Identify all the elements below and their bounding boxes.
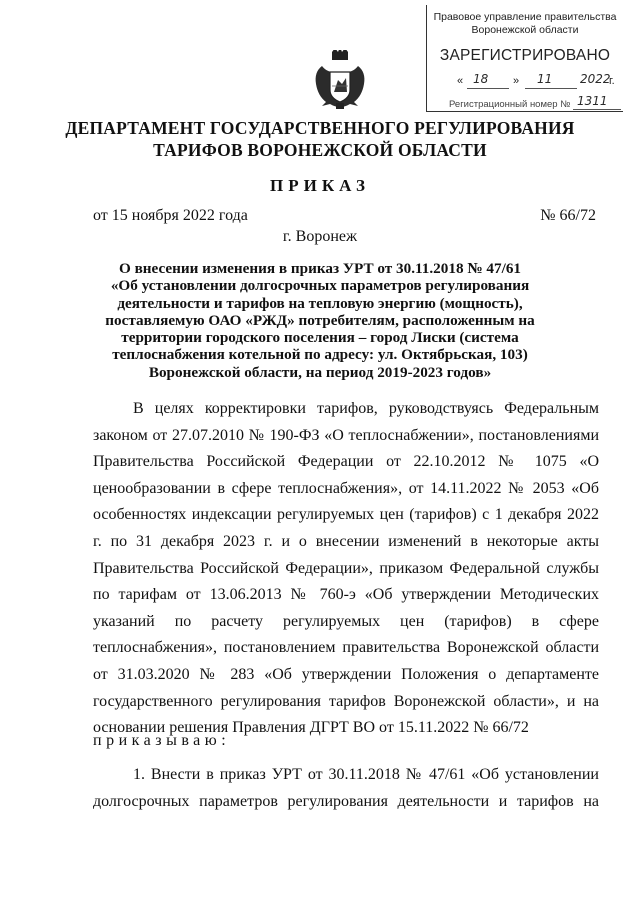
subject-line: поставляемую ОАО «РЖД» потребителям, расположенным на bbox=[105, 311, 535, 329]
document-type: ПРИКАЗ bbox=[270, 176, 370, 195]
department-name-line1: ДЕПАРТАМЕНТ ГОСУДАРСТВЕННОГО РЕГУЛИРОВАНИЯ bbox=[65, 118, 575, 138]
stamp-org-line1: Правовое управление правительства bbox=[433, 11, 617, 23]
stamp-org-line2: Воронежской области bbox=[471, 24, 579, 36]
stamp-year-suffix: г. bbox=[609, 75, 615, 87]
stamp-month: 11 bbox=[537, 72, 553, 86]
stamp-quote-open: « bbox=[457, 75, 464, 87]
document-number: № 66/72 bbox=[540, 207, 596, 224]
document-city: г. Воронеж bbox=[282, 228, 358, 245]
voronezh-coat-of-arms-icon bbox=[312, 50, 368, 112]
subject-line: территории городского поселения – город Лиски (система bbox=[121, 329, 519, 347]
subject-line: О внесении изменения в приказ УРТ от 30.11.2018 № 47/61 bbox=[118, 260, 522, 277]
document-date: от 15 ноября 2022 года bbox=[93, 207, 248, 224]
stamp-month-underline bbox=[525, 88, 577, 89]
subject-line: «Об установлении долгосрочных параметров регулирования bbox=[110, 277, 530, 295]
department-name-line2: ТАРИФОВ ВОРОНЕЖСКОЙ ОБЛАСТИ bbox=[153, 140, 487, 160]
subject-line: деятельности и тарифов на тепловую энергию (мощность), bbox=[117, 294, 523, 312]
subject-line: теплоснабжения котельной по адресу: ул. Октябрьская, 103) bbox=[112, 346, 528, 364]
stamp-day: 18 bbox=[473, 72, 489, 86]
document-subject bbox=[100, 260, 540, 381]
order-word: приказываю: bbox=[93, 732, 231, 749]
subject-line: Воронежской области, на период 2019-2023 годов» bbox=[148, 363, 492, 381]
stamp-reg-number: 1311 bbox=[577, 94, 608, 108]
stamp-reg-underline bbox=[573, 109, 621, 110]
order-item-1-line1: 1. Внести в приказ УРТ от 30.11.2018 № 47/61 «Об установлении bbox=[133, 766, 599, 783]
stamp-title: ЗАРЕГИСТРИРОВАНО bbox=[439, 47, 611, 64]
order-item-1-line2: долгосрочных параметров регулирования деятельности и тарифов на bbox=[93, 792, 599, 810]
stamp-year: 2022 bbox=[580, 72, 611, 86]
stamp-quote-close: » bbox=[513, 75, 520, 87]
stamp-reg-label: Регистрационный номер № bbox=[449, 99, 571, 110]
stamp-day-underline bbox=[467, 88, 509, 89]
order-item-1 bbox=[93, 762, 599, 815]
preamble-paragraph: В целях корректировки тарифов, руководствуясь Федеральным законом от 27.07.2010 № 190-ФЗ «О теплоснабжении», постановлениями Правительства Российской Федерации от 22.10.2012 № 1075 «О ценообразовании в сфере теплоснабжения», от 14.11.2022 № 2053 «Об особенностях индексации регулируемых цен (тарифов) с 1 декабря 2022 г. по 31 декабря 2023 г. и о внесении изменений в некоторые акты Правительства Российской Федерации», приказом Федеральной службы по тарифам от 13.06.2013 № 760-э «Об утверждении Методических указаний по расчету регулируемых цен (тарифов) в сфере теплоснабжения», постановлением правительства Воронежской области от 31.03.2020 № 283 «Об утверждении Положения о департаменте государственного регулирования тарифов Воронежской области», и на основании решения Правления ДГРТ ВО от 15.11.2022 № 66/72 bbox=[93, 400, 599, 737]
registration-stamp bbox=[426, 5, 623, 112]
